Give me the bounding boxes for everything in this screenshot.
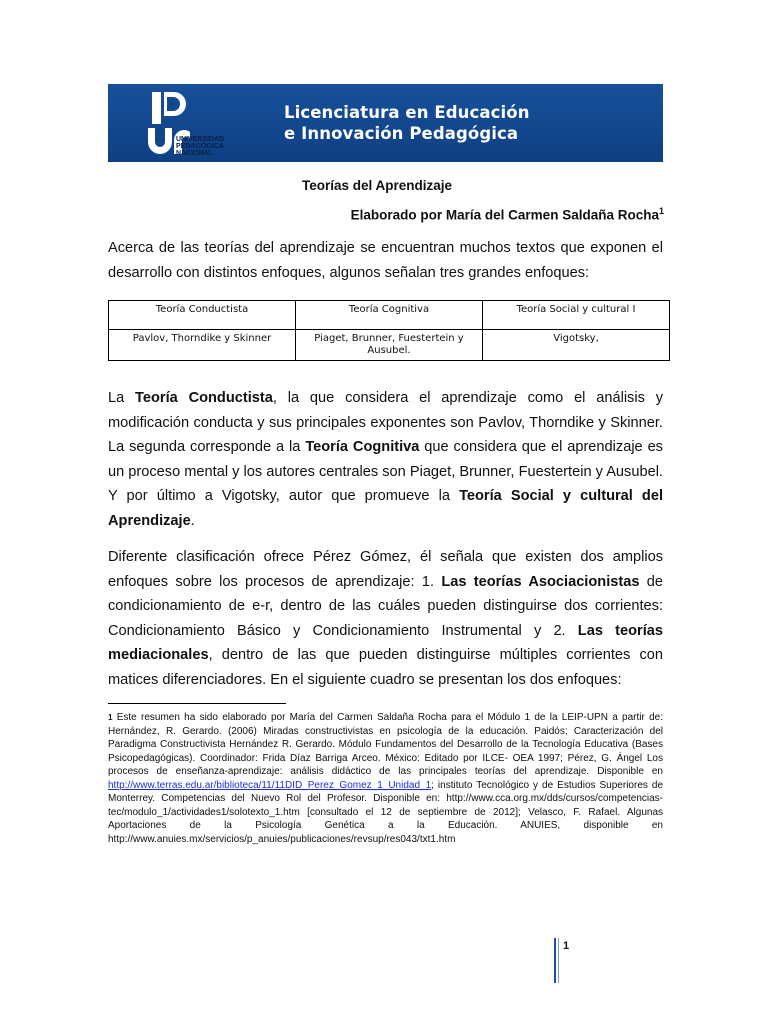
text-run: , la que considera el aprendizaje como el análisis y modificación conducta y sus principales exponentes son Pavlov, Thorndike y Skinner. La segunda corresponde a la <box>108 390 663 456</box>
text-run: que considera que el aprendizaje es un proceso mental y los autores centrales son Piaget, Brunner, Fuestertein y Ausubel. Y por último a Vigotsky, autor que promueve la <box>108 439 663 505</box>
program-title <box>284 102 530 144</box>
author-name: Elaborado por María del Carmen Saldaña Rocha <box>350 207 659 223</box>
table-header-cell: Teoría Cognitiva <box>296 301 483 330</box>
page-number: 1 <box>563 940 570 952</box>
table-header-cell: Teoría Conductista <box>109 301 296 330</box>
footnote-text: ; instituto Tecnológico y de Estudios Superiores de Monterrey. Competencias del Nuevo Rol del Profesor. Disponible en: http://www.cca.org.mx/dds/cursos/competencias-tec/modulo_1/actividades1/solotexto_1.htm [consultado el 12 de septiembre de 2012]; Velasco, F. Rafael. Algunas Aportaciones de la Psicología Genética a la Educación. ANUIES, disponible en http://www.anuies.mx/servicios/p_anuies/publicaciones/revsup/res043/txt1.htm <box>108 779 663 845</box>
table-cell: Pavlov, Thorndike y Skinner <box>109 330 296 361</box>
page-number-bar <box>554 938 556 983</box>
bold-term: Las teorías Asociacionistas <box>441 573 640 590</box>
text-run: La <box>108 390 136 406</box>
document-author <box>351 206 664 223</box>
header-banner <box>108 84 663 162</box>
table-cell: Piaget, Brunner, Fuestertein y Ausubel. <box>296 330 483 361</box>
text-run: de condicionamiento de e-r, dentro de las cuáles pueden distinguirse dos corrientes: Condicionamiento Básico y Condicionamiento Instrumental y 2. <box>108 573 663 639</box>
intro-paragraph: Acerca de las teorías del aprendizaje se encuentran muchos textos que exponen el desarrollo con distintos enfoques, algunos señalan tres grandes enfoques: <box>108 240 663 281</box>
bold-term: Teoría Cognitiva <box>305 439 420 456</box>
footnote-link[interactable]: http://www.terras.edu.ar/biblioteca/11/11DID_Perez_Gomez_1_Unidad_1 <box>108 779 432 791</box>
logo-line-2: PEDAGÓGICA <box>176 143 224 150</box>
text-run: Diferente clasificación ofrece Pérez Gómez, él señala que existen dos amplios enfoques sobre los procesos de aprendizaje: 1. <box>108 549 663 590</box>
footnote-text: Este resumen ha sido elaborado por María del Carmen Saldaña Rocha para el Módulo 1 de la LEIP-UPN a partir de: Hernández, R. Gerardo. (2006) Miradas constructivistas en psicología de la educación. Paidós; Caracterización del Paradigma Constructivista Hernández R. Gerardo. Módulo Fundamentos del Desarrollo de la Tecnología Educativa (Bases Psicopedagógicas). Coordinador: Frida Díaz Barriga Arceo. México: Editado por ILCE- OEA 1997; Pérez, G. Ángel Los procesos de enseñanza-aprendizaje: análisis didáctico de las principales teorías del aprendizaje. Disponible en <box>108 712 663 777</box>
bold-term: Las teorías mediacionales <box>108 622 663 664</box>
bold-term: Teoría Social y cultural del Aprendizaje <box>108 488 663 529</box>
footnote <box>108 711 663 846</box>
theories-table <box>108 300 670 361</box>
program-title-line-2: e Innovación Pedagógica <box>284 124 519 143</box>
table-cell: Vigotsky, <box>483 330 670 361</box>
footnote-separator <box>108 703 286 704</box>
text-run: . <box>190 512 195 529</box>
table-row <box>109 330 670 361</box>
document-title: Teorías del Aprendizaje <box>302 178 453 193</box>
paragraph-conductista <box>108 386 663 534</box>
footnote-number: 1 <box>108 713 113 722</box>
paragraph-perez-gomez <box>108 545 663 693</box>
logo-wordmark <box>176 136 266 157</box>
table-header-row <box>109 301 670 330</box>
bold-term: Teoría Conductista <box>135 390 273 406</box>
footnote-mark[interactable]: 1 <box>658 206 664 216</box>
text-run: , dentro de las que pueden distinguirse múltiples corrientes con matices diferenciadores. En el siguiente cuadro se presentan los dos enfoques: <box>108 647 663 688</box>
program-title-line-1: Licenciatura en Educación <box>284 103 530 122</box>
page-number-bar-light <box>558 938 559 983</box>
logo-line-1: UNIVERSIDAD <box>176 136 225 143</box>
logo-line-3: NACIONAL <box>176 150 213 157</box>
table-header-cell: Teoría Social y cultural I <box>483 301 670 330</box>
upn-logo <box>144 90 254 156</box>
